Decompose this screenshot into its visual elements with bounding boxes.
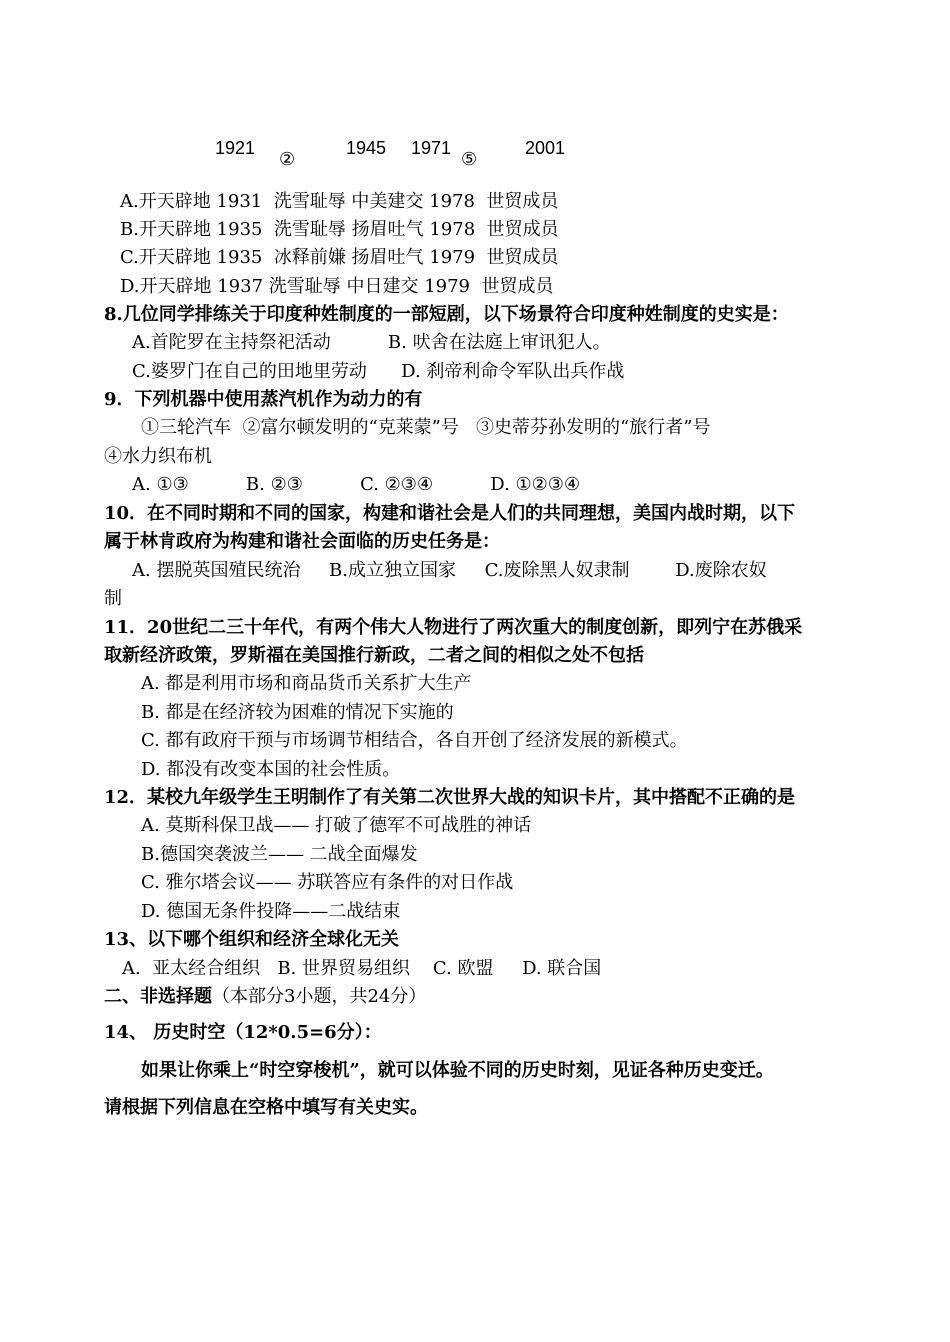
section2-note: （本部分3小题，共24分） [212, 986, 427, 1007]
q14-para-line2: 请根据下列信息在空格中填写有关史实。 [104, 1097, 428, 1118]
q9-items: ①三轮汽车 ②富尔顿发明的“克莱蒙”号 ③史蒂芬孙发明的“旅行者”号 [141, 417, 711, 438]
q10-stem-line1: 10．在不同时期和不同的国家，构建和谐社会是人们的共同理想，美国内战时期，以下 [104, 503, 796, 524]
q10-stem-line2: 属于林肯政府为构建和谐社会面临的历史任务是： [104, 531, 500, 552]
q11-option-b: B. 都是在经济较为困难的情况下实施的 [141, 702, 454, 723]
q13-stem: 13、以下哪个组织和经济全球化无关 [104, 929, 400, 950]
q14-para-line1: 如果让你乘上“时空穿梭机”，就可以体验不同的历史时刻，见证各种历史变迁。 [141, 1060, 774, 1081]
q13-options: A. 亚太经合组织 B. 世界贸易组织 C. 欧盟 D. 联合国 [122, 958, 602, 979]
q12-stem: 12．某校九年级学生王明制作了有关第二次世界大战的知识卡片，其中搭配不正确的是 [104, 787, 796, 808]
q11-option-d: D. 都没有改变本国的社会性质。 [141, 759, 401, 780]
q11-stem-line1: 11．20世纪二三十年代，有两个伟大人物进行了两次重大的制度创新，即列宁在苏俄采 [104, 617, 803, 638]
q11-option-c: C. 都有政府干预与市场调节相结合，各自开创了经济发展的新模式。 [141, 730, 688, 751]
q7-option-a: A.开天辟地 1931 洗雪耻辱 中美建交 1978 世贸成员 [120, 191, 559, 212]
timeline-marker-5: ⑤ [461, 149, 478, 170]
q11-stem-line2: 取新经济政策，罗斯福在美国推行新政，二者之间的相似之处不包括 [104, 645, 644, 666]
q8-options-row2: C.婆罗门在自己的田地里劳动 D. 刹帝利命令军队出兵作战 [132, 361, 625, 382]
q9-stem: 9．下列机器中使用蒸汽机作为动力的有 [104, 389, 423, 410]
q12-option-a: A. 莫斯科保卫战—— 打破了德军不可战胜的神话 [141, 815, 532, 836]
section2-heading [104, 985, 426, 1009]
q7-option-d: D.开天辟地 1937 洗雪耻辱 中日建交 1979 世贸成员 [120, 276, 554, 297]
timeline-year-1945: 1945 [346, 138, 387, 158]
q7-option-c: C.开天辟地 1935 冰释前嫌 扬眉吐气 1979 世贸成员 [120, 247, 559, 268]
q8-stem: 8.几位同学排练关于印度种姓制度的一部短剧，以下场景符合印度种姓制度的史实是： [104, 304, 789, 325]
q10-options-cont: 制 [104, 588, 122, 609]
q14-stem: 14、 历史时空（12*0.5=6分）： [104, 1022, 382, 1043]
q7-option-b: B.开天辟地 1935 洗雪耻辱 扬眉吐气 1978 世贸成员 [120, 219, 559, 240]
q11-option-a: A. 都是利用市场和商品货币关系扩大生产 [141, 673, 472, 694]
q12-option-d: D. 德国无条件投降——二战结束 [141, 901, 401, 922]
q10-options: A. 摆脱英国殖民统治 B.成立独立国家 C.废除黑人奴隶制 D.废除农奴 [132, 560, 767, 581]
timeline-year-1921: 1921 [215, 138, 256, 158]
q9-options: A. ①③ B. ②③ C. ②③④ D. ①②③④ [132, 474, 581, 495]
q12-option-c: C. 雅尔塔会议—— 苏联答应有条件的对日作战 [141, 872, 514, 893]
timeline-year-1971: 1971 [411, 138, 452, 158]
timeline-year-2001: 2001 [525, 138, 566, 158]
q9-items-cont: ④水力织布机 [104, 446, 212, 467]
section2-title: 二、非选择题 [104, 986, 212, 1007]
timeline-marker-2: ② [279, 149, 296, 170]
q12-option-b: B.德国突袭波兰—— 二战全面爆发 [141, 844, 418, 865]
q8-options-row1: A.首陀罗在主持祭祀活动 B. 吠舍在法庭上审讯犯人。 [132, 332, 611, 353]
